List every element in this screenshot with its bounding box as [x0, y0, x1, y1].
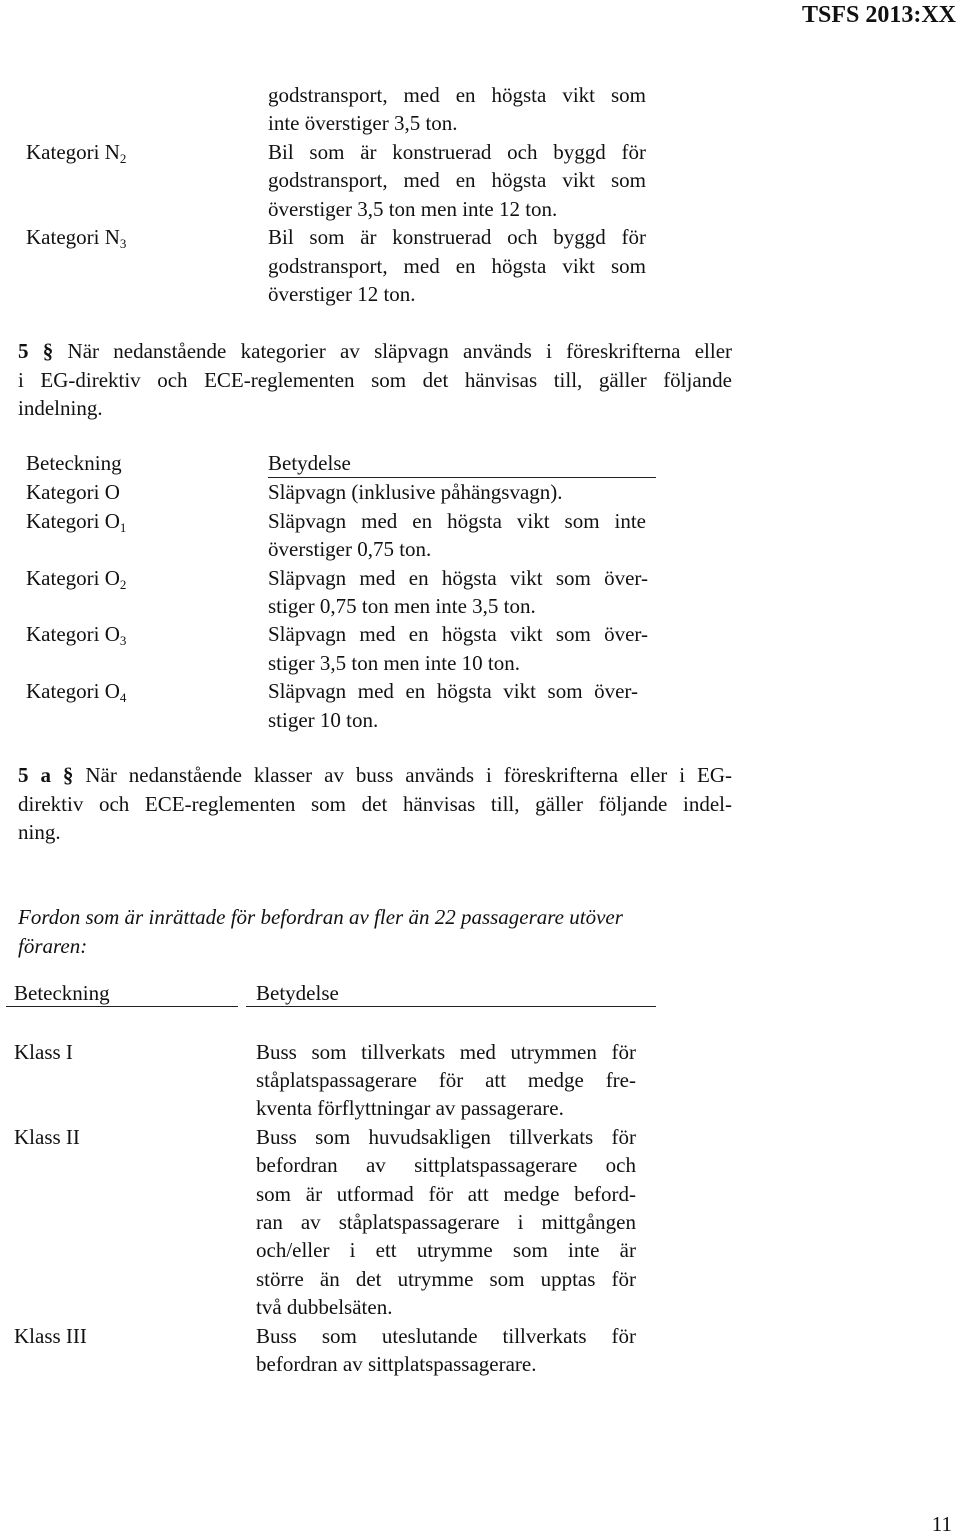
bus-row-0-line-1: ståplatspassagerare för att medge fre-	[256, 1068, 636, 1092]
bus-row-1-line-4: och/eller i ett utrymme som inte är	[256, 1238, 636, 1262]
category-label-text: Kategori O	[26, 566, 120, 590]
bus-row-0-line-2: kventa förflyttningar av passagerare.	[256, 1096, 564, 1120]
bus-row-1-line-1: befordran av sittplatspassagerare och	[256, 1153, 636, 1177]
class-iii-label: Klass III	[14, 1324, 87, 1348]
n-row-1-line-2: överstiger 3,5 ton men inte 12 ton.	[268, 197, 558, 221]
n-row-0-line-0: godstransport, med en högsta vikt som	[268, 83, 646, 107]
bus-row-1-line-0: Buss som huvudsakligen tillverkats för	[256, 1125, 636, 1149]
table-o-col2-header: Betydelse	[268, 451, 351, 475]
paragraph-text: direktiv och ECE-reglementen som det hänvisas till, gäller följande indel-	[18, 791, 732, 816]
paragraph-text: indelning.	[18, 396, 103, 420]
paragraph-text: ning.	[18, 820, 61, 844]
category-label-subscript: 2	[119, 151, 127, 166]
o-row-1-line-0: Släpvagn med en högsta vikt som inte	[268, 509, 646, 533]
table-bus-header-rule-right	[246, 1006, 656, 1007]
paragraph-text: i EG-direktiv och ECE-reglementen som det hänvisas till, gäller följande	[18, 367, 732, 392]
o-row-2-line-0: Släpvagn med en högsta vikt som över-	[268, 566, 648, 590]
bus-row-2-line-1: befordran av sittplatspassagerare.	[256, 1352, 537, 1376]
category-o3-label	[26, 620, 126, 648]
category-label-subscript: 2	[119, 577, 127, 592]
category-label-subscript: 3	[119, 633, 127, 648]
category-label-text: Kategori O	[26, 480, 120, 504]
n-row-1-line-1: godstransport, med en högsta vikt som	[268, 168, 646, 192]
o-row-3-line-0: Släpvagn med en högsta vikt som över-	[268, 622, 648, 646]
n-row-2-line-0: Bil som är konstruerad och byggd för	[268, 225, 646, 249]
category-n3-label	[26, 223, 126, 251]
bus-row-1-line-3: ran av ståplatspassagerare i mittgången	[256, 1210, 636, 1234]
o-row-1-line-1: överstiger 0,75 ton.	[268, 537, 432, 561]
bus-row-1-line-5: större än det utrymme som upptas för	[256, 1267, 636, 1291]
section-symbol: §	[42, 339, 54, 363]
o-row-0-line-0: Släpvagn (inklusive påhängsvagn).	[268, 480, 563, 504]
page-number: 11	[931, 1512, 952, 1536]
o-row-4-line-1: stiger 10 ton.	[268, 708, 379, 732]
o-row-2-line-1: stiger 0,75 ton men inte 3,5 ton.	[268, 594, 536, 618]
table-bus-col1-header: Beteckning	[14, 981, 110, 1005]
category-label-subscript: 3	[119, 236, 127, 251]
bus-row-1-line-6: två dubbelsäten.	[256, 1295, 393, 1319]
bus-intro-line-0: Fordon som är inrättade för befordran av fler än 22 passagerare utöver	[18, 905, 623, 929]
paragraph-text: När nedanstående kategorier av släpvagn används i föreskrifterna eller	[67, 339, 733, 363]
bus-row-0-line-0: Buss som tillverkats med utrymmen för	[256, 1040, 636, 1064]
n-row-2-line-2: överstiger 12 ton.	[268, 282, 416, 306]
document-id-header: TSFS 2013:XX	[801, 2, 956, 28]
category-n2-label	[26, 138, 126, 166]
o-row-4-line-0: Släpvagn med en högsta vikt som över-	[268, 679, 638, 703]
category-label-text: Kategori N	[26, 140, 120, 164]
category-label-subscript: 1	[119, 520, 127, 535]
category-label-text: Kategori O	[26, 679, 120, 703]
bus-intro-line-1: föraren:	[18, 934, 88, 958]
category-label-text: Kategori O	[26, 622, 120, 646]
n-row-2-line-1: godstransport, med en högsta vikt som	[268, 254, 646, 278]
category-label-text: Kategori N	[26, 225, 120, 249]
category-o4-label	[26, 677, 126, 705]
bus-row-1-line-2: som är utformad för att medge beford-	[256, 1182, 636, 1206]
n-row-1-line-0: Bil som är konstruerad och byggd för	[268, 140, 646, 164]
table-bus-header-rule-left	[6, 1006, 238, 1007]
section-symbol: §	[62, 763, 74, 787]
class-ii-label: Klass II	[14, 1125, 80, 1149]
o-row-3-line-1: stiger 3,5 ton men inte 10 ton.	[268, 651, 520, 675]
bus-row-2-line-0: Buss som uteslutande tillverkats för	[256, 1324, 636, 1348]
class-i-label: Klass I	[14, 1040, 73, 1064]
n-row-0-line-1: inte överstiger 3,5 ton.	[268, 111, 458, 135]
paragraph-text: När nedanstående klasser av buss används i föreskrifterna eller i EG-	[85, 763, 732, 787]
paragraph-number: 5	[18, 339, 29, 363]
paragraph-5a	[18, 761, 732, 847]
paragraph-number: 5 a	[18, 763, 51, 787]
paragraph-5	[18, 337, 732, 423]
category-o1-label	[26, 507, 126, 535]
category-label-subscript: 4	[119, 690, 127, 705]
category-o-label	[26, 478, 120, 506]
category-label-text: Kategori O	[26, 509, 120, 533]
category-o2-label	[26, 564, 126, 592]
table-bus-col2-header: Betydelse	[256, 981, 339, 1005]
table-o-col1-header: Beteckning	[26, 451, 122, 475]
